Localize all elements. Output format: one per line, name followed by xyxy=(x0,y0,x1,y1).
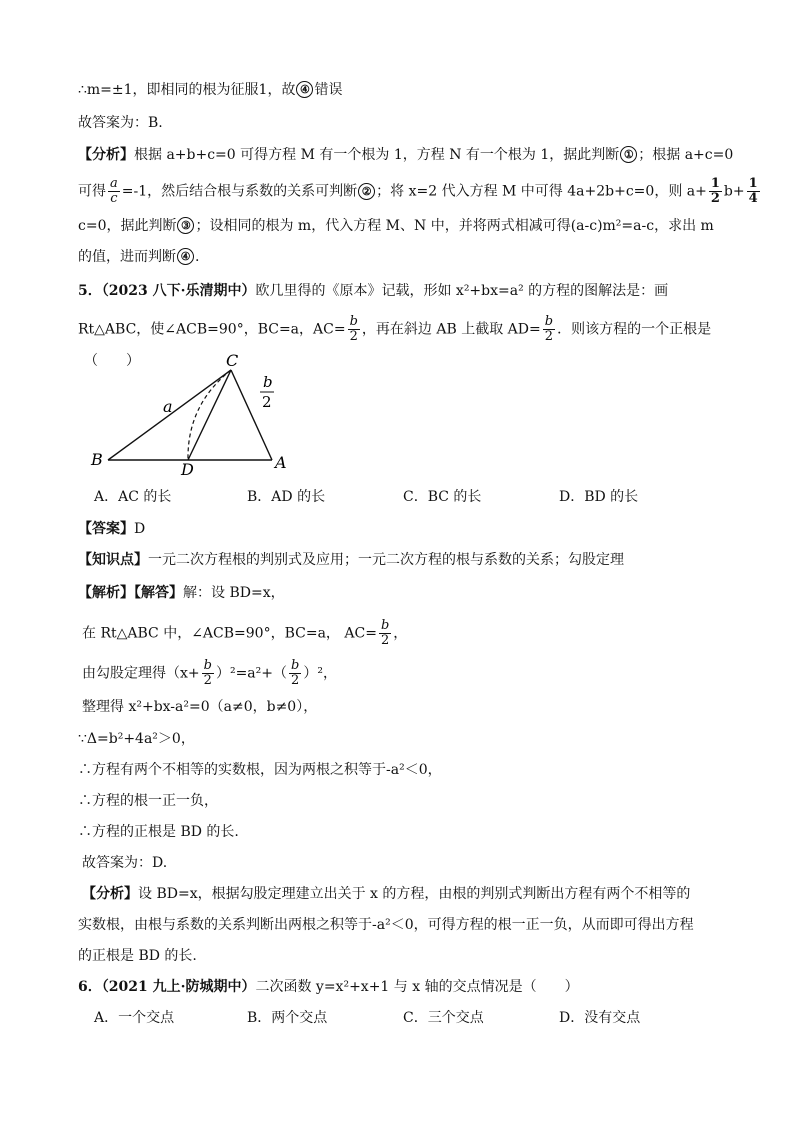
fraction-one-quarter xyxy=(747,177,760,206)
q5-solution-answer: 故答案为：D. xyxy=(82,855,168,871)
fraction-b-over-2 xyxy=(379,619,391,648)
q5-solution-head xyxy=(78,583,285,603)
solution-text: ）²， xyxy=(303,665,337,682)
circled-2: ② xyxy=(358,183,375,200)
question-stem: 欧几里得的《原本》记载，形如 x²+bx=a² 的方程的图解法是：画 xyxy=(255,283,669,299)
label-frac-b: b xyxy=(263,373,273,391)
label-a: A xyxy=(275,453,287,472)
analysis-text: =-1，然后结合根与系数的关系可判断 xyxy=(121,183,358,200)
question-source: （2023 八下·乐清期中） xyxy=(101,283,256,299)
fraction-a-over-c xyxy=(108,177,120,206)
q5-solution-line-4: ∵Δ=b²+4a²＞0， xyxy=(78,731,195,747)
q5-solution-line-5: ∴方程有两个不相等的实数根，因为两根之积等于-a²＜0， xyxy=(78,762,442,778)
q5-answer-paren: （ ） xyxy=(84,353,140,369)
answer-value: D xyxy=(134,521,146,537)
analysis-tag: 【分析】 xyxy=(82,886,138,902)
frac-denominator: 4 xyxy=(748,191,758,206)
q6-stem xyxy=(78,977,579,997)
label-b: B xyxy=(91,450,103,469)
frac-denominator: 2 xyxy=(291,673,300,688)
frac-denominator: 2 xyxy=(710,191,720,206)
frac-denominator: 2 xyxy=(380,633,390,648)
analysis-text: 可得 xyxy=(78,183,106,200)
question-stem: ，再在斜边 AB 上截取 AD= xyxy=(361,321,541,338)
fraction-b-over-2 xyxy=(289,659,301,688)
frac-numerator: b xyxy=(349,314,358,329)
analysis-text: 根据 a+b+c=0 可得方程 M 有一个根为 1，方程 N 有一个根为 1，据此判断 xyxy=(134,147,620,163)
analysis-text: c=0，据此判断 xyxy=(78,218,177,234)
conclusion-text: ∴m=±1，即相同的根为征服1，故 xyxy=(78,82,296,98)
q6-option-b: B．两个交点 xyxy=(247,1010,328,1026)
analysis-text: ；根据 a+c=0 xyxy=(638,147,734,163)
label-side-a: a xyxy=(163,397,173,416)
segment-cd xyxy=(188,370,231,460)
q5-option-b: B．AD 的长 xyxy=(247,489,326,505)
q6-option-d: D．没有交点 xyxy=(559,1010,641,1026)
wrong-text: 错误 xyxy=(314,82,343,98)
q5-solution-line-1 xyxy=(82,619,407,648)
q6-option-a: A．一个交点 xyxy=(94,1010,175,1026)
solution-text: 在 Rt△ABC 中，∠ACB=90°，BC=a， AC= xyxy=(82,625,377,642)
frac-denominator: c xyxy=(110,191,118,206)
circled-1: ① xyxy=(620,146,637,163)
solution-text: ， xyxy=(393,625,408,642)
frac-numerator: b xyxy=(544,314,554,329)
question-number: 6． xyxy=(78,979,102,995)
fraction-b-over-2 xyxy=(543,315,555,344)
question-source: （2021 九上·防城期中） xyxy=(101,979,256,995)
q6-option-c: C．三个交点 xyxy=(403,1010,484,1026)
fraction-one-half xyxy=(709,177,722,206)
question-stem: Rt△ABC，使∠ACB=90°，BC=a，AC= xyxy=(78,321,346,338)
prev-answer: 故答案为：B. xyxy=(78,115,163,131)
label-c: C xyxy=(226,351,239,370)
frac-denominator: 2 xyxy=(203,673,212,688)
triangle-figure xyxy=(88,350,308,478)
prev-analysis-line-1 xyxy=(78,145,733,165)
q5-option-d: D．BD 的长 xyxy=(559,489,639,505)
analysis-text: 设 BD=x，根据勾股定理建立出关于 x 的方程，由根的判别式判断出方程有两个不相等的 xyxy=(138,886,691,902)
q5-knowledge-line xyxy=(78,550,624,570)
knowledge-tag: 【知识点】 xyxy=(78,552,148,568)
analysis-text: ；将 x=2 代入方程 M 中可得 4a+2b+c=0，则 a+ xyxy=(376,183,707,200)
frac-numerator: a xyxy=(110,176,118,191)
q5-solution-line-3: 整理得 x²+bx-a²=0（a≠0，b≠0）， xyxy=(82,699,318,715)
q5-stem-line-1 xyxy=(78,281,668,301)
frac-denominator: 2 xyxy=(349,329,358,344)
q5-solution-line-7: ∴方程的正根是 BD 的长. xyxy=(78,824,239,840)
q5-answer-line xyxy=(78,519,145,539)
frac-numerator: b xyxy=(203,658,212,673)
solution-text: 解：设 BD=x， xyxy=(183,585,285,601)
label-frac-2: 2 xyxy=(262,393,272,411)
answer-tag: 【答案】 xyxy=(78,521,134,537)
frac-denominator: 2 xyxy=(544,329,554,344)
prev-analysis-line-2 xyxy=(78,177,762,206)
solution-text: 由勾股定理得（x+ xyxy=(82,665,200,682)
question-stem: ．则该方程的一个正根是 xyxy=(557,321,712,338)
analysis-text: 的值，进而判断 xyxy=(78,249,176,265)
solution-text: ）²=a²+（ xyxy=(215,665,288,682)
q5-solution-line-2 xyxy=(82,659,337,688)
q5-analysis-line-1 xyxy=(82,884,690,904)
fraction-b-over-2 xyxy=(348,315,360,344)
analysis-tag: 【分析】 xyxy=(78,147,134,163)
q5-solution-line-6: ∴方程的根一正一负， xyxy=(78,793,218,809)
q5-analysis-line-3: 的正根是 BD 的长. xyxy=(78,948,197,964)
question-stem: 二次函数 y=x²+x+1 与 x 轴的交点情况是（ ） xyxy=(255,979,579,995)
prev-analysis-line-3 xyxy=(78,216,714,236)
circled-4: ④ xyxy=(296,81,313,98)
fraction-b-over-2 xyxy=(202,659,214,688)
question-number: 5． xyxy=(78,283,102,299)
frac-numerator: 1 xyxy=(748,176,758,191)
frac-numerator: b xyxy=(380,618,390,633)
circled-4: ④ xyxy=(177,248,194,265)
prev-analysis-line-4 xyxy=(78,247,199,267)
q5-analysis-line-2: 实数根，由根与系数的关系判断出两根之积等于-a²＜0，可得方程的根一正一负，从而即可得出方程 xyxy=(78,917,694,933)
frac-numerator: 1 xyxy=(710,176,720,191)
frac-numerator: b xyxy=(291,658,300,673)
q5-option-c: C．BC 的长 xyxy=(403,489,482,505)
analysis-text: ；设相同的根为 m，代入方程 M、N 中，并将两式相减可得(a-c)m²=a-c，求出 m xyxy=(195,218,714,234)
conclusion-line xyxy=(78,80,342,100)
q5-option-a: A．AC 的长 xyxy=(94,489,172,505)
knowledge-text: 一元二次方程根的判别式及应用；一元二次方程的根与系数的关系；勾股定理 xyxy=(148,552,624,568)
circled-3: ③ xyxy=(177,217,194,234)
label-d: D xyxy=(181,460,194,478)
analysis-text: . xyxy=(195,249,200,265)
q5-stem-line-2 xyxy=(78,315,711,344)
solution-tag: 【解析】【解答】 xyxy=(78,585,183,601)
analysis-text: b+ xyxy=(723,183,745,200)
